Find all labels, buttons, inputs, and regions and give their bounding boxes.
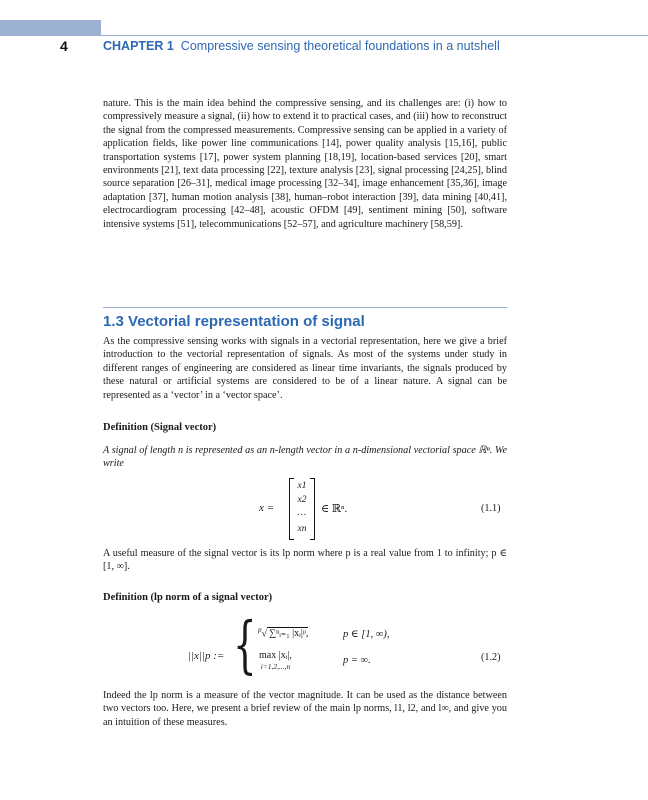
equation-1-2 xyxy=(188,608,418,681)
page-number: 4 xyxy=(60,38,68,54)
root-expression: ∑ⁿᵢ₌₁ |xᵢ|ᵖ, xyxy=(269,628,309,640)
equation-1-1 xyxy=(259,478,379,540)
equation-1-2-lhs: ||x||p := xyxy=(188,650,225,662)
header-accent-bar xyxy=(0,20,101,36)
paragraph-intro: nature. This is the main idea behind the compressive sensing, and its challenges are: (i) how to compressively measure a signal, (ii) how to extend it to practical cases, and (iii) how to reconstruct the signal from the compressed measurements. Compressive sensing can be applied in a variety of application fields, like power line communications [14], power quality analysis [15,16], public transportation systems [17], power system planning [18,19], location-based services [20], smart environments [21], text data processing [22], texture analysis [23], signal processing [24,25], blind source separation [26–31], medical image processing [32–34], image enhancement [35,36], image adaptation [37], human motion analysis [38], human–robot interaction [39], data mining [40,41], electrocardiogram processing [42–48], acoustic OFDM [49], sentiment mining [50], software intensive systems [51], telecommunications [52–57], and agriculture machinery [58,59]. xyxy=(103,98,507,230)
running-head xyxy=(103,39,500,53)
equation-1-2-cond1: p ∈ [1, ∞), xyxy=(343,629,390,640)
paragraph-lp-norm: A useful measure of the signal vector is its lp norm where p is a real value from 1 to infinity; p ∈ [1, ∞]. xyxy=(103,548,507,573)
chapter-label: CHAPTER 1 xyxy=(103,39,174,53)
definition-signal-vector-heading: Definition (Signal vector) xyxy=(103,422,217,433)
vector-entry: x2 xyxy=(297,495,307,505)
equation-number-1-2: (1.2) xyxy=(481,652,501,663)
vector-entry: x1 xyxy=(297,481,307,491)
header-rule xyxy=(101,35,648,36)
chapter-title: Compressive sensing theoretical foundations in a nutshell xyxy=(180,39,500,53)
equation-1-1-lhs: x = xyxy=(259,502,275,514)
equation-number-1-1: (1.1) xyxy=(481,503,501,514)
vector-entry: … xyxy=(297,508,307,518)
cases-brace: { xyxy=(233,608,257,681)
column-vector xyxy=(289,478,315,540)
max-subscript: i=1,2,...,n xyxy=(260,662,291,671)
section-number: 1.3 xyxy=(103,313,124,330)
section-rule xyxy=(103,307,507,308)
vector-entry: xn xyxy=(297,524,307,534)
paragraph-vectorial: As the compressive sensing works with signals in a vectorial representation, here we give a brief introduction to the vectorial representation of signals. As most of the systems under study in different ranges of engineering are considered as linear time invariants, the signals produced by these natural or artificial systems are considered to be of a linear nature. A signal can be represented as a ‘vector’ in a ‘vector space’. xyxy=(103,336,507,401)
paragraph-lp-summary: Indeed the lp norm is a measure of the vector magnitude. It can be used as the distance between two vectors too. Here, we present a brief review of the main lp norms, l1, l2, and l∞, and give you an intuition of these measures. xyxy=(103,690,507,728)
equation-1-2-case2 xyxy=(259,650,292,672)
max-expression: max |xᵢ|, xyxy=(259,650,292,661)
section-heading xyxy=(103,313,365,330)
equation-1-1-rhs: ∈ ℝⁿ. xyxy=(321,503,348,515)
equation-1-2-cond2: p = ∞. xyxy=(343,655,371,666)
definition-signal-vector-text: A signal of length n is represented as an n-length vector in a n-dimensional vectorial space ℝⁿ. We write xyxy=(103,445,507,470)
definition-lp-norm-heading: Definition (lp norm of a signal vector) xyxy=(103,592,273,603)
section-title: Vectorial representation of signal xyxy=(128,313,365,330)
equation-1-2-case1: $^p$√ ∑ⁿᵢ₌₁ |xᵢ|ᵖ, xyxy=(258,626,309,640)
